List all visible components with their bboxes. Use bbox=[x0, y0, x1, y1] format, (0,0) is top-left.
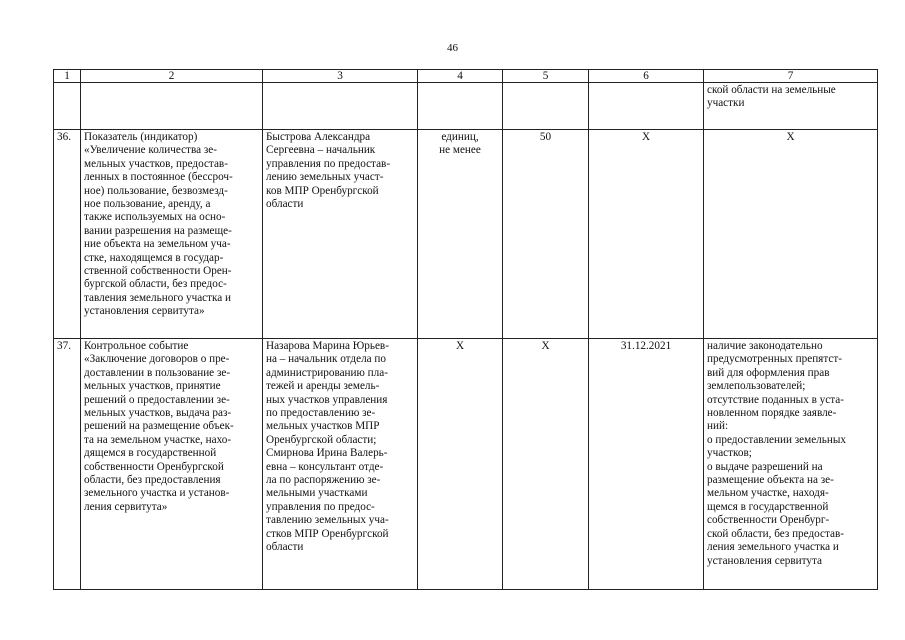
continued-cell-6 bbox=[589, 83, 704, 130]
column-number-6: 6 bbox=[589, 70, 704, 83]
plan-table bbox=[53, 69, 878, 590]
row-date: Х bbox=[589, 130, 704, 339]
row-note: наличие законодательно предусмотренных препятст- вий для оформления прав землепользователей; отсутствие поданных в уста- новленном порядке заявле- ний: о предоставлении земельных участков; о выдаче разрешений на размещение объекта на зе- мельном участке, находя- щемся в государственной собственности Оренбург- ской области, без предостав- ления земельного участка и установления сервитута bbox=[704, 339, 878, 590]
continued-cell-5 bbox=[503, 83, 589, 130]
table-row-36 bbox=[54, 130, 878, 339]
row-value: Х bbox=[503, 339, 589, 590]
continued-cell-3 bbox=[263, 83, 418, 130]
row-note: Х bbox=[704, 130, 878, 339]
row-number: 37. bbox=[54, 339, 81, 590]
row-responsible: Быстрова Александра Сергеевна – начальник управления по предостав- лению земельных участ- ков МПР Оренбургской области bbox=[263, 130, 418, 339]
page-number: 46 bbox=[447, 42, 458, 54]
continued-note: ской области на земельные участки bbox=[704, 83, 878, 130]
column-number-4: 4 bbox=[418, 70, 503, 83]
row-number: 36. bbox=[54, 130, 81, 339]
column-number-row bbox=[54, 70, 878, 83]
table-row-37 bbox=[54, 339, 878, 590]
row-responsible: Назарова Марина Юрьев- на – начальник отдела по администрированию пла- тежей и аренды земель- ных участков управления по предоставлению зе- мельных участков МПР Оренбургской области; Смирнова Ирина Валерь- евна – консультант отде- ла по распоряжению зе- мельными участками управления по предос- тавлению земельных уча- стков МПР Оренбургской области bbox=[263, 339, 418, 590]
row-value: 50 bbox=[503, 130, 589, 339]
row-unit: Х bbox=[418, 339, 503, 590]
row-name: Контрольное событие «Заключение договоров о пре- доставлении в пользование зе- мельных участков, принятие решений о предоставлении зе- мельных участков, выдача раз- решений на размещение объек- та на земельном участке, нахо- дящемся в государственной собственности Оренбургской области, без предоставления земельного участка и установ- ления сервитута» bbox=[81, 339, 263, 590]
column-number-1: 1 bbox=[54, 70, 81, 83]
row-date: 31.12.2021 bbox=[589, 339, 704, 590]
continued-row bbox=[54, 83, 878, 130]
continued-cell-2 bbox=[81, 83, 263, 130]
column-number-7: 7 bbox=[704, 70, 878, 83]
row-unit: единиц, не менее bbox=[418, 130, 503, 339]
continued-cell-4 bbox=[418, 83, 503, 130]
column-number-2: 2 bbox=[81, 70, 263, 83]
column-number-5: 5 bbox=[503, 70, 589, 83]
continued-cell-1 bbox=[54, 83, 81, 130]
column-number-3: 3 bbox=[263, 70, 418, 83]
row-name: Показатель (индикатор) «Увеличение количества зе- мельных участков, предостав- ленных в постоянное (бессроч- ное) пользование, безвозмезд- ное пользование, аренду, а также используемых на осно- вании разрешения на размеще- ние объекта на земельном уча- стке, находящемся в государ- ственной собственности Орен- бургской области, без предос- тавления земельного участка и установления сервитута» bbox=[81, 130, 263, 339]
